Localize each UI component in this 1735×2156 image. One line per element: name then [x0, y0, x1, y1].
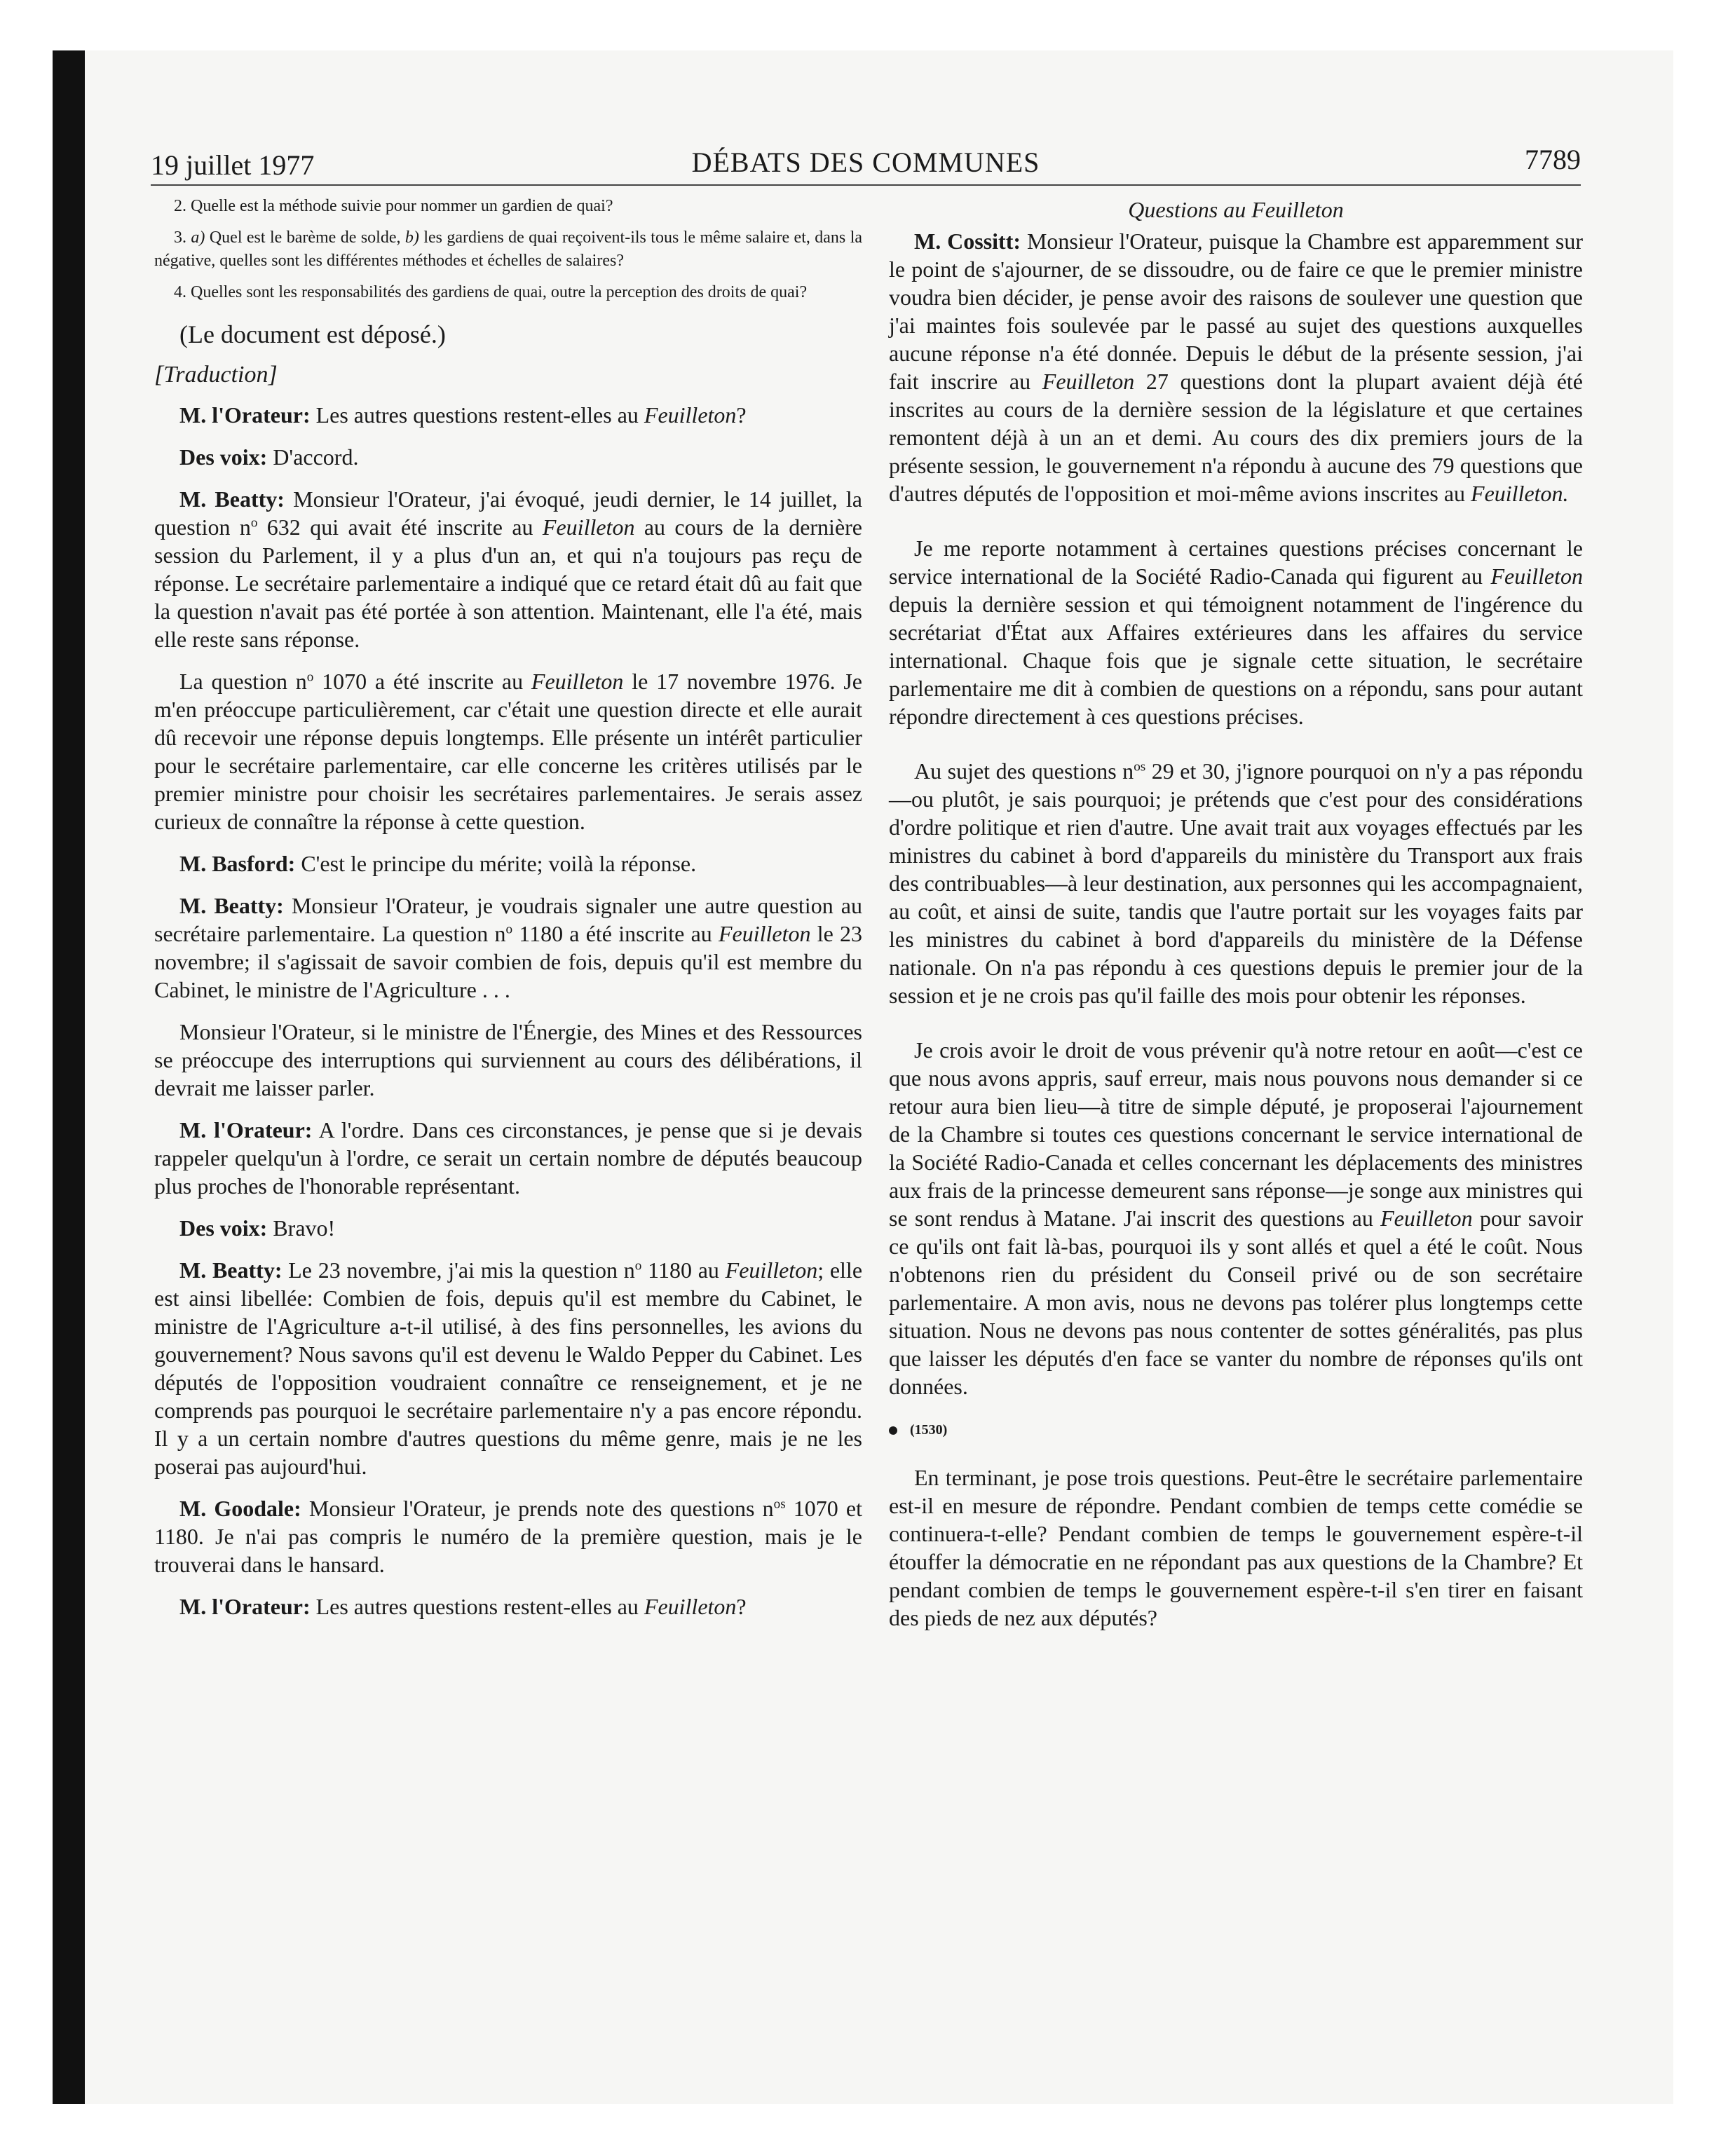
speech-orateur-3: M. l'Orateur: Les autres questions restent-elles au Feuilleton?: [179, 1594, 747, 1619]
speech-voix-1: Des voix: D'accord.: [179, 444, 359, 470]
speech-beatty-5: M. Beatty: Le 23 novembre, j'ai mis la question $n^o$ 1180 au Feuilleton; elle est ainsi libellée: Combien de fois, depuis qu'il est membre du Cabinet, le ministre de l'Agriculture a-t-il utilisé, à des fins personnelles, les avions du gouvernement? Nous savons qu'il est devenu le Waldo Pepper du Cabinet. Les députés de l'opposition voudraient connaître ce renseignement, et je ne comprends pas pourquoi le secrétaire parlementaire n'y a pas encore répondu. Il y a un certain nombre d'autres questions du même genre, mais je ne les poserai pas aujourd'hui.: [154, 1257, 863, 1479]
binding-edge: [53, 50, 85, 2104]
speech-orateur-2: M. l'Orateur: A l'ordre. Dans ces circonstances, je pense que si je devais rappeler quelqu'un à l'ordre, ce serait un certain nombre de députés beaucoup plus proches de l'honorable représentant.: [154, 1117, 863, 1199]
speech-cossitt-2: Je me reporte notamment à certaines questions précises concernant le service international de la Société Radio-Canada qui figurent au Feuilleton depuis la dernière session et qui témoignent notamment de l'ingérence du secrétariat d'État aux Affaires extérieures dans les affaires du service international. Chaque fois que je signale cette situation, le secrétaire parlementaire me dit à combien de questions on a répondu, sans pour autant répondre directement à ces questions précises.: [889, 535, 1583, 729]
speech-basford: M. Basford: C'est le principe du mérite; voilà la réponse.: [179, 851, 697, 876]
speech-cossitt-3: Au sujet des questions $n^{os}$ 29 et 30, j'ignore pourquoi on n'y a pas répondu—ou plutôt, je sais pourquoi; je prétends que c'est pour des considérations d'ordre politique et rien d'autre. Une avait trait aux voyages effectués par les ministres du cabinet à bord d'appareils du ministère du Transport aux frais des contribuables—à leur destination, aux personnes qui les accompagnaient, au coût, et ainsi de suite, tandis que l'autre portait sur les voyages faits par les ministres du cabinet à bord d'appareils du ministère de la Défense nationale. On n'a pas répondu à ces questions depuis le premier jour de la session et je ne crois pas qu'il faille des mois pour obtenir les réponses.: [889, 758, 1584, 1008]
speech-beatty-2: La question $n^o$ 1070 a été inscrite au Feuilleton le 17 novembre 1976. Je m'en préoccupe particulièrement, car c'était une question directe et elle aurait dû recevoir une réponse depuis longtemps. Elle présente un intérêt particulier pour le secrétaire parlementaire, car elle concerne les critères utilisés par le premier ministre pour choisir les secrétaires parlementaires. Je serais assez curieux de connaître la réponse à cette question.: [154, 669, 863, 834]
question-4: 4. Quelles sont les responsabilités des gardiens de quai, outre la perception des droits de quai?: [174, 283, 808, 301]
page-number: 7789: [1525, 144, 1581, 175]
bullet-icon: [889, 1426, 897, 1435]
speech-orateur-1: M. l'Orateur: Les autres questions restent-elles au Feuilleton?: [179, 402, 747, 428]
speech-cossitt-4: Je crois avoir le droit de vous prévenir qu'à notre retour en août—c'est ce que nous avons appris, sauf erreur, mais nous pouvons nous demander si ce retour aura bien lieu—à titre de simple député, je proposerai l'ajournement de la Chambre si toutes ces questions concernant le service international de la Société Radio-Canada et celles concernant les déplacements des ministres aux frais de la princesse demeurent sans réponse—je songe aux ministres qui se sont rendus à Matane. J'ai inscrit des questions au Feuilleton pour savoir ce qu'ils ont fait là-bas, pourquoi ils y sont allés et quel a été le coût. Nous n'obtenons rien du président du Conseil privé ou de son secrétaire parlementaire. A mon avis, nous ne devons pas tolérer plus longtemps cette situation. Nous ne devons pas nous contenter de sottes généralités, pas plus que laisser les députés d'en face se vanter du nombre de réponses qu'ils ont données.: [889, 1037, 1584, 1399]
translation-note: [Traduction]: [154, 362, 278, 388]
header-date: 19 juillet 1977: [151, 149, 315, 181]
document-deposited: (Le document est déposé.): [179, 320, 446, 348]
time-marker: (1530): [889, 1416, 1583, 1444]
question-3: 3. a) Quel est le barème de solde, b) les gardiens de quai reçoivent-ils tous le même salaire et, dans la négative, quelles sont les différentes méthodes et échelles de salaires?: [154, 228, 863, 270]
speech-voix-2: Des voix: Bravo!: [179, 1215, 336, 1241]
section-title: Questions au Feuilleton: [1128, 197, 1344, 222]
speech-beatty-1: M. Beatty: Monsieur l'Orateur, j'ai évoqué, jeudi dernier, le 14 juillet, la question $n^o$ 632 qui avait été inscrite au Feuilleton au cours de la dernière session du Parlement, il y a plus d'un an, et qui n'a toujours pas reçu de réponse. Le secrétaire parlementaire a indiqué que ce retard était dû au fait que la question n'avait pas été portée à son attention. Maintenant, elle l'a été, mais elle reste sans réponse.: [154, 486, 863, 652]
speech-beatty-3: M. Beatty: Monsieur l'Orateur, je voudrais signaler une autre question au secrétaire parlementaire. La question $n^o$ 1180 a été inscrite au Feuilleton le 23 novembre; il s'agissait de savoir combien de fois, depuis qu'il est membre du Cabinet, le ministre de l'Agriculture . . .: [154, 893, 863, 1002]
page-header: [151, 144, 1581, 186]
question-2: 2. Quelle est la méthode suivie pour nommer un gardien de quai?: [174, 197, 613, 215]
speech-cossitt-1: M. Cossitt: Monsieur l'Orateur, puisque la Chambre est apparemment sur le point de s'ajourner, de se dissoudre, ou de faire ce que le premier ministre voudra bien décider, je pense avoir des raisons de soulever une question que j'ai maintes fois soulevée par le passé au sujet des questions auxquelles aucune réponse n'a été donnée. Depuis le début de la présente session, j'ai fait inscrire au Feuilleton 27 questions dont la plupart avaient déjà été inscrites au cours de la dernière session de la législature et que certaines remontent déjà à un an et demi. Au cours des dix premiers jours de la présente session, le gouvernement n'a répondu à aucune des 79 questions que d'autres députés de l'opposition et moi-même avions inscrites au Feuilleton.: [889, 228, 1584, 506]
left-column: [154, 195, 862, 1635]
right-column: [889, 195, 1583, 1646]
speech-cossitt-5: En terminant, je pose trois questions. Peut-être le secrétaire parlementaire est-il en mesure de répondre. Pendant combien de temps cette comédie se continuera-t-elle? Pendant combien de temps le gouvernement espère-t-il étouffer la démocratie en ne répondant pas aux questions de la Chambre? Et pendant combien de temps le gouvernement espère-t-il s'en tirer en faisant des pieds de nez aux députés?: [889, 1465, 1583, 1630]
speech-beatty-4: Monsieur l'Orateur, si le ministre de l'Énergie, des Mines et des Ressources se préoccupe des interruptions qui surviennent au cours des délibérations, il devrait me laisser parler.: [154, 1019, 862, 1100]
header-title: DÉBATS DES COMMUNES: [691, 146, 1040, 178]
speech-goodale: M. Goodale: Monsieur l'Orateur, je prends note des questions $n^{os}$ 1070 et 1180. Je n'ai pas compris le numéro de la première question, mais je le trouverai dans le hansard.: [154, 1496, 863, 1577]
